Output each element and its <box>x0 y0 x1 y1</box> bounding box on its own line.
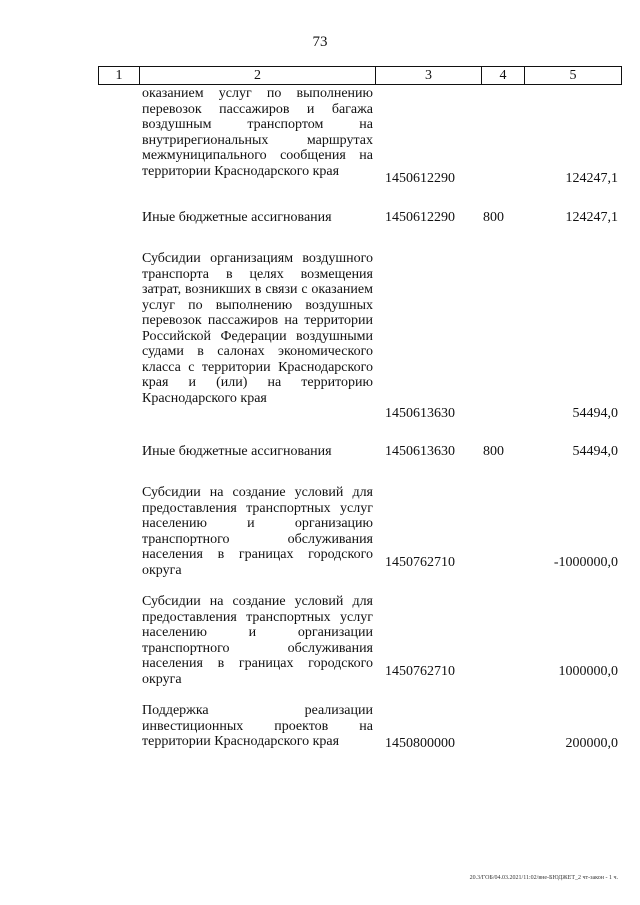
header-col-2: 2 <box>140 67 376 84</box>
page-number: 73 <box>312 34 328 50</box>
row-description: Иные бюджетные ассигнования <box>142 210 332 225</box>
row-type: 800 <box>483 210 504 225</box>
row-type: 800 <box>483 444 504 459</box>
header-col-1: 1 <box>99 67 140 84</box>
row-description: Субсидии организациям воздушного транспорта в целях возмещения затрат, возникших в связи с оказанием услуг по выполнению воздушных перевозок пассажиров на территории Российской Федерации воздушными судами в салонах экономического класса с территории Краснодарского края и (или) на территорию Краснодарского края <box>142 251 373 406</box>
row-amount: 54494,0 <box>572 406 618 421</box>
row-amount: 1000000,0 <box>558 664 618 679</box>
row-code: 1450762710 <box>385 555 455 570</box>
row-amount: 54494,0 <box>572 444 618 459</box>
row-amount: 124247,1 <box>565 210 618 225</box>
row-code: 1450612290 <box>385 171 455 186</box>
header-col-4: 4 <box>482 67 525 84</box>
row-description: Иные бюджетные ассигнования <box>142 444 332 459</box>
footer-stamp: 20.3/ГОБ/04.03.2021/11:02/вне-БЮДЖЕТ_2 чт-закон - 1 ч. <box>469 875 618 881</box>
row-description: оказанием услуг по выполнению перевозок пассажиров и багажа воздушным транспортом на внутрирегиональных маршрутах межмуниципального сообщения на территории Краснодарского края <box>142 86 373 179</box>
row-amount: -1000000,0 <box>553 555 618 570</box>
row-code: 1450613630 <box>385 406 455 421</box>
row-amount: 124247,1 <box>565 171 618 186</box>
row-code: 1450800000 <box>385 736 455 751</box>
row-code: 1450612290 <box>385 210 455 225</box>
header-col-5: 5 <box>569 68 577 83</box>
row-code: 1450762710 <box>385 664 455 679</box>
row-description: Субсидии на создание условий для предоставления транспортных услуг населению и организации транспортного обслуживания населения в границах городского округа <box>142 594 373 687</box>
row-description: Субсидии на создание условий для предоставления транспортных услуг населению и организацию транспортного обслуживания населения в границах городского округа <box>142 485 373 578</box>
row-code: 1450613630 <box>385 444 455 459</box>
table-header <box>98 66 622 85</box>
row-amount: 200000,0 <box>565 736 618 751</box>
header-col-3: 3 <box>376 67 482 84</box>
row-description: Поддержка реализации инвестиционных проектов на территории Краснодарского края <box>142 703 373 749</box>
